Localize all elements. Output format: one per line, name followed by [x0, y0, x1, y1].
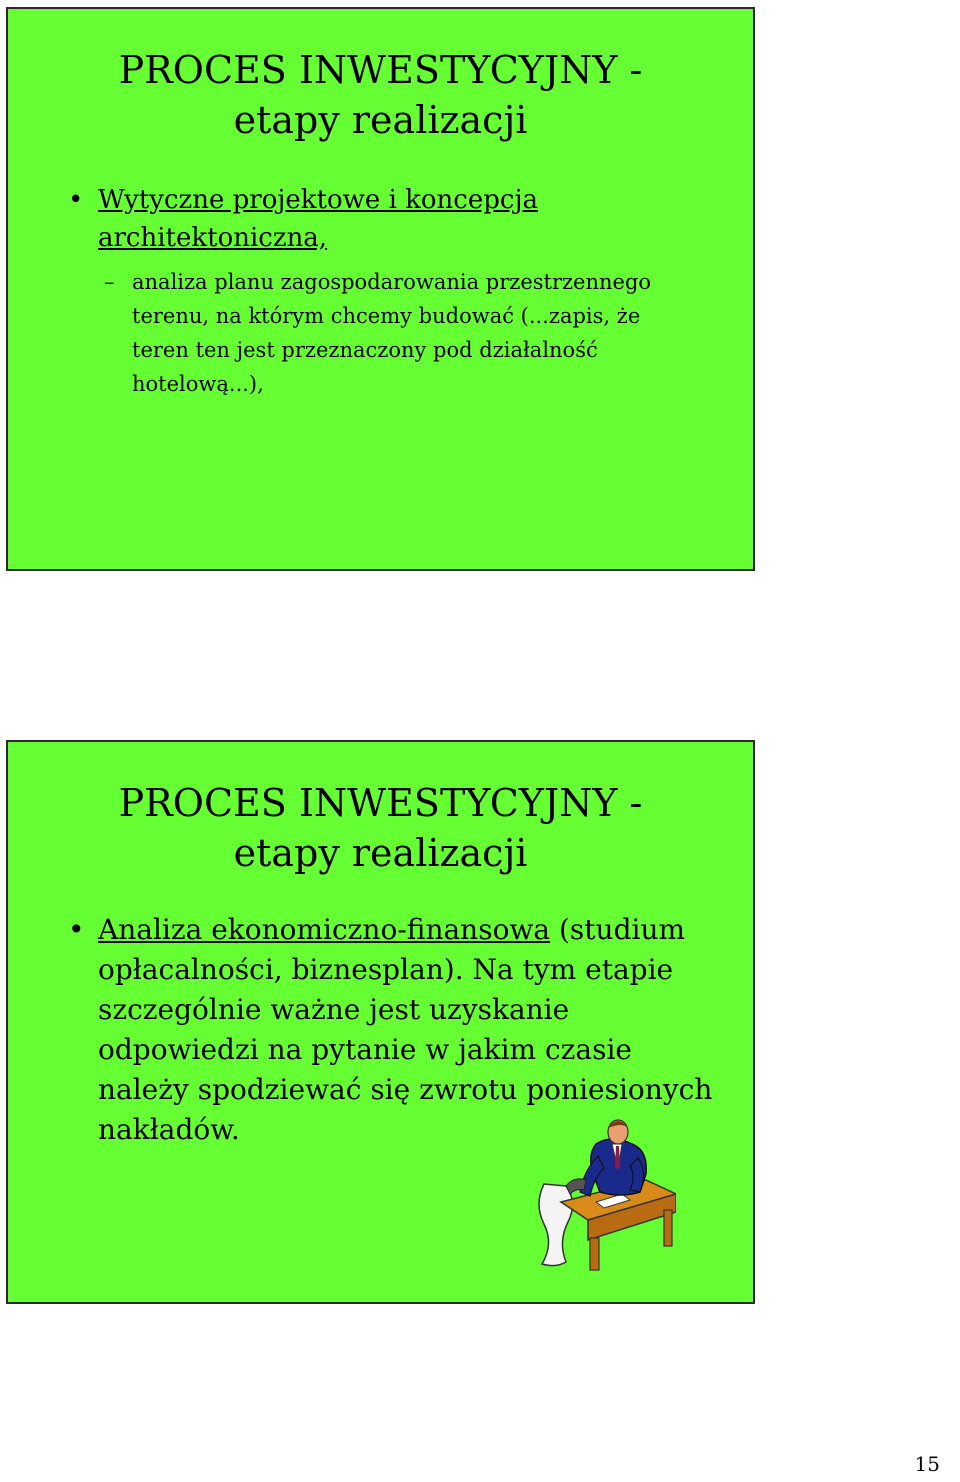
- bullet-text: (studium opłacalności, biznesplan). Na tym etapie szczególnie ważne jest uzyskanie odpowiedzi na pytanie w jakim czasie należy spodziewać się zwrotu poniesionych nakładów.: [98, 913, 713, 1146]
- bullet-icon: •: [68, 185, 84, 215]
- title-line-2: etapy realizacji: [233, 831, 528, 875]
- bullet-text: Wytyczne projektowe i koncepcja architektoniczna,: [98, 185, 539, 253]
- page-number: 15: [914, 1452, 940, 1476]
- businessman-at-desk-icon: [526, 1114, 676, 1274]
- sub-list-item: [104, 265, 693, 401]
- sub-list: [104, 265, 693, 401]
- title-line-2: etapy realizacji: [233, 98, 528, 142]
- title-line-1: PROCES INWESTYCYJNY -: [118, 781, 643, 825]
- slide-2: [6, 740, 755, 1304]
- title-line-1: PROCES INWESTYCYJNY -: [118, 48, 643, 92]
- slide-title: [8, 778, 753, 878]
- bullet-underlined-text: Analiza ekonomiczno-finansowa: [98, 913, 551, 946]
- dash-icon: –: [104, 270, 115, 294]
- list-item: [68, 181, 713, 257]
- bullet-icon: •: [68, 913, 85, 946]
- bullet-list: [68, 181, 713, 257]
- slide-1: [6, 7, 755, 571]
- sub-text: analiza planu zagospodarowania przestrzennego terenu, na którym chcemy budować (...zapis, że teren ten jest przeznaczony pod działalność hotelową...),: [132, 270, 652, 396]
- slide-title: [8, 45, 753, 145]
